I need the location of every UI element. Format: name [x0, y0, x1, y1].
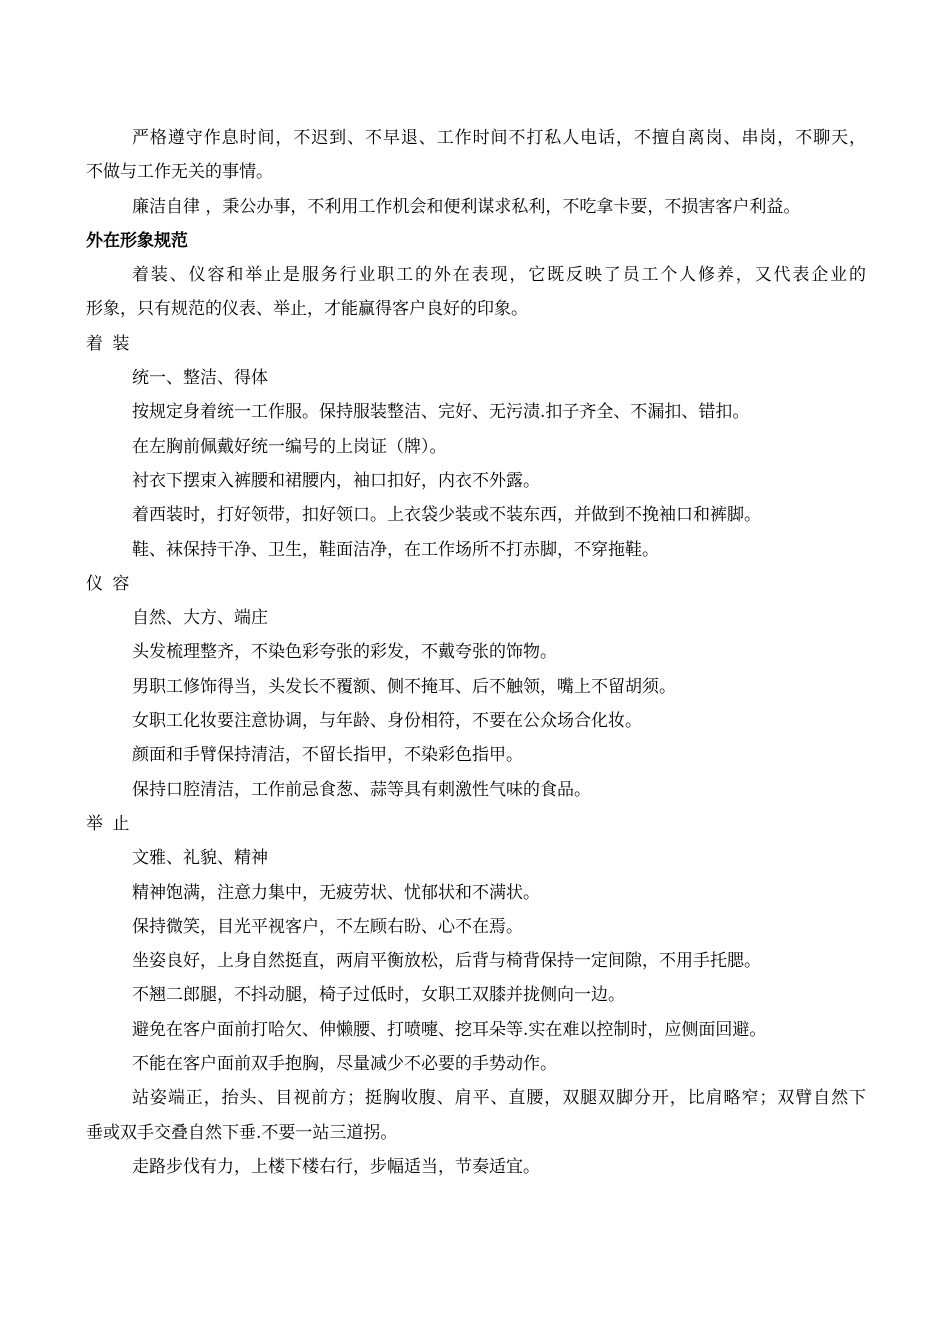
dress-item: 统一、整洁、得体 — [132, 368, 268, 389]
section-intro-line1: 着装、仪容和举止是服务行业职工的外在表现，它既反映了员工个人修养，又代表企业的 — [132, 265, 866, 286]
appearance-item: 颜面和手臂保持清洁，不留长指甲，不染彩色指甲。 — [132, 745, 523, 766]
dress-item: 着西装时，打好领带，扣好领口。上衣袋少装或不装东西，并做到不挽袖口和裤脚。 — [132, 505, 761, 526]
behavior-item: 精神饱满，注意力集中，无疲劳状、忧郁状和不满状。 — [132, 882, 540, 903]
behavior-heading: 举 止 — [86, 813, 132, 834]
behavior-item: 保持微笑，目光平视客户，不左顾右盼、心不在焉。 — [132, 916, 523, 937]
behavior-walking: 走路步伐有力，上楼下楼右行，步幅适当，节奏适宜。 — [132, 1156, 540, 1177]
appearance-item: 女职工化妆要注意协调，与年龄、身份相符，不要在公众场合化妆。 — [132, 711, 642, 732]
appearance-item: 自然、大方、端庄 — [132, 608, 268, 629]
appearance-item: 保持口腔清洁，工作前忌食葱、蒜等具有刺激性气味的食品。 — [132, 779, 591, 800]
behavior-item: 坐姿良好，上身自然挺直，两肩平衡放松，后背与椅背保持一定间隙，不用手托腮。 — [132, 951, 761, 972]
behavior-item: 避免在客户面前打哈欠、伸懒腰、打喷嚏、挖耳朵等.实在难以控制时，应侧面回避。 — [132, 1019, 767, 1040]
appearance-heading: 仪 容 — [86, 573, 132, 594]
behavior-item: 不能在客户面前双手抱胸，尽量减少不必要的手势动作。 — [132, 1054, 557, 1075]
dress-heading: 着 装 — [86, 333, 132, 354]
behavior-standing-line1: 站姿端正，抬头、目视前方；挺胸收腹、肩平、直腰，双腿双脚分开，比肩略窄；双臂自然下 — [132, 1088, 866, 1109]
behavior-item: 文雅、礼貌、精神 — [132, 848, 268, 869]
dress-item: 在左胸前佩戴好统一编号的上岗证（牌）。 — [132, 436, 447, 457]
dress-item: 按规定身着统一工作服。保持服装整洁、完好、无污渍.扣子齐全、不漏扣、错扣。 — [132, 402, 750, 423]
section-intro-line2: 形象，只有规范的仪表、举止，才能赢得客户良好的印象。 — [86, 299, 528, 320]
paragraph-attendance-line2: 不做与工作无关的事情。 — [86, 162, 273, 183]
document-body — [86, 121, 866, 1184]
paragraph-attendance-line1: 严格遵守作息时间，不迟到、不早退、工作时间不打私人电话，不擅自离岗、串岗，不聊天， — [132, 128, 866, 148]
appearance-item: 头发梳理整齐，不染色彩夸张的彩发，不戴夸张的饰物。 — [132, 642, 557, 663]
paragraph-integrity: 廉洁自律 ，秉公办事，不利用工作机会和便利谋求私利，不吃拿卡要，不损害客户利益。 — [132, 196, 801, 217]
behavior-standing-line2: 垂或双手交叠自然下垂.不要一站三道拐。 — [86, 1122, 398, 1143]
appearance-item: 男职工修饰得当，头发长不覆额、侧不掩耳、后不触领，嘴上不留胡须。 — [132, 676, 676, 697]
dress-item: 衬衣下摆束入裤腰和裙腰内，袖口扣好，内衣不外露。 — [132, 470, 540, 491]
behavior-item: 不翘二郎腿，不抖动腿，椅子过低时，女职工双膝并拢侧向一边。 — [132, 985, 625, 1006]
section-title: 外在形象规范 — [86, 230, 188, 251]
dress-item: 鞋、袜保持干净、卫生，鞋面洁净，在工作场所不打赤脚，不穿拖鞋。 — [132, 539, 659, 560]
